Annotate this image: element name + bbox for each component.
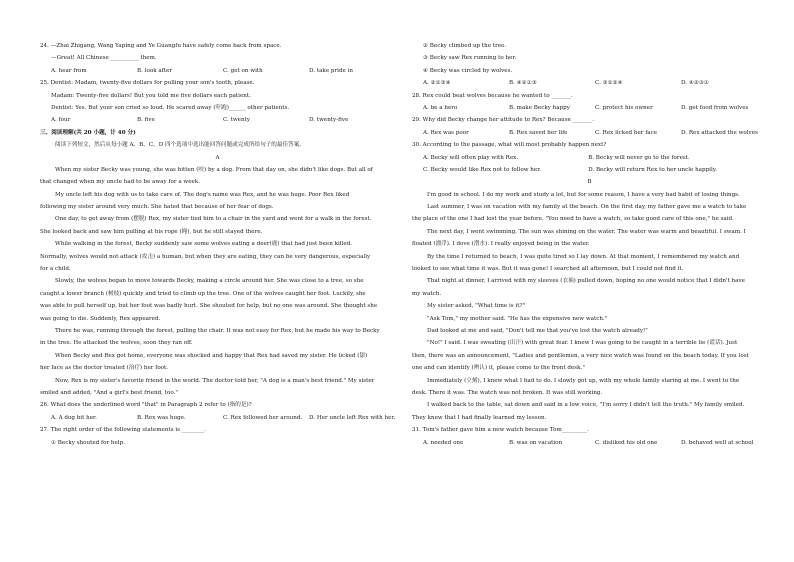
option-a: A. A dog bit her. [51,414,97,421]
passage-a-line: for a child. [40,266,71,273]
passage-a-line: in the tree. He attacked the wolves, soon they ran off. [40,340,193,347]
passage-b-line: My sister asked, "What time is it?" [427,303,526,310]
question-30-options-row-1 [412,152,767,164]
passage-b-line: That night at dinner, I arrived with my sleeves (衣袖) pulled down, hoping no one would notice that I didn't have [427,278,745,285]
option-b: B. five [137,117,155,124]
section-instruction: 阅读下列短文，然后从每小题 A、B、C、D 四个选项中选出能回答问题或完成所给句子的最佳答案。 [55,142,305,149]
option-c: C. Becky would like Rex not to follow her. [423,166,542,173]
passage-b-line: The next day, I went swimming. The sun was shining on the water. The water was warm and beautiful. I swam. I [427,228,746,235]
passage-b-label: B [587,179,592,186]
option-b: B. Becky will never go to the forest. [588,154,690,161]
passage-b-line: then, there was an announcement, "Ladies and gentlemen, a very nice watch was found on the beach today. If you lost [412,352,749,359]
option-a: A. Becky will often play with Rex. [423,154,519,161]
passage-b-line: They knew that I had finally learned my lesson. [412,414,547,421]
question-29-options [412,127,767,139]
passage-b-line: desk. There it was. The watch was not broken. It was still working. [412,389,603,396]
passage-a-label: A [215,154,220,161]
option-d: D. ④②③① [681,80,709,87]
option-d: D. Rex attacked the wolves [681,129,758,136]
option-b: B. Rex was huge. [137,414,186,421]
passage-b-line: the place of the one I had lost the year before. "You need to have a watch, so take good care of this one," he said. [412,216,734,223]
passage-a-line: Slowly, the wolves began to move towards Becky, making a circle around her. She was close to a tree, so she [55,278,364,285]
question-29-stem: 29. Why did Becky change her attitude to Rex? Because _______. [412,117,595,124]
passage-a-line: that changed when my uncle had to be away for a week. [40,179,201,186]
question-27-item-3: ③ Becky saw Rex running to her. [423,55,517,62]
question-25-line-3: Dentist: Yes. But your son cried so loud. He scared away (吓跑)______ other patients. [51,104,290,111]
option-b: B. Rex saved her life [509,129,568,136]
question-27-item-2: ② Becky climbed up the tree. [423,43,507,49]
option-a: A. be a hero [423,104,458,111]
question-25-line-1: 25. Dentist: Madam, twenty-five dollars for pulling your son's tooth, please. [40,80,255,87]
option-a: A. Rex was poor [423,129,469,136]
section-title: 三、阅读理解(共 20 小题，计 40 分) [40,129,136,136]
question-25-options [40,114,395,126]
question-24-options [40,65,395,77]
question-30-stem: 30. According to the passage, what will most probably happen next? [412,142,607,149]
passage-a-line: was going to die. Suddenly, Rex appeared. [40,315,161,322]
question-27-item-4: ④ Becky was circled by wolves. [423,67,513,74]
passage-a-line: She looked back and saw him pulling at his rope (绳), but he still stayed there. [40,228,263,235]
option-c: C. Rex licked her face [595,129,658,136]
passage-a-line: There he was, running through the forest, pulling the chair. It was not easy for Rex, but he made his way to Becky [55,327,380,334]
question-28-stem: 28. Rex could beat wolves because he wanted to _______. [412,92,573,99]
passage-b-line: "Ask Tom," my mother said. "He has the expensive new watch." [427,315,608,322]
passage-b-line: By the time I returned to beach, I was quite tired so I lay down. At that moment, I remembered my watch and [427,253,740,260]
passage-a-line: When Becky and Rex got home, everyone was shocked and happy that Rex had saved my sister. He licked (舔) [55,352,368,359]
passage-a-line: caught a lower branch (树枝) quickly and tried to climb up the tree. One of the wolves caught her foot. Luckily, she [40,290,366,297]
passage-a-line: My uncle left his dog with us to take care of. The dog's name was Rex, and he was huge. Poor Rex liked [55,191,350,198]
option-d: D. twenty-five [309,117,349,124]
passage-a-line: following my sister around very much. She hated that because of her fear of dogs. [40,204,274,211]
left-column [40,40,395,449]
right-column [412,40,767,449]
question-31-options [412,437,767,449]
passage-b-line: Last summer, I was on vacation with my family at the beach. On the first day, my father gave me a watch to take [427,204,747,211]
passage-a-line: smiled and added, "And a girl's best friend, too." [40,389,178,396]
question-27-stem: 27. The right order of the following statements is ________. [40,427,206,434]
option-b: B. ④②①③ [509,80,537,87]
question-28-options [412,102,767,114]
option-c: C. get on with [223,67,263,74]
option-a: A. hear from [51,67,87,74]
option-a: A. needed one [423,439,464,446]
option-a: A. ②①③④ [423,80,451,87]
option-d: D. take pride in [309,67,354,74]
option-b: B. look after [137,67,172,74]
passage-b-line: my watch. [412,290,442,297]
passage-b-line: I'm good in school. I do my work and study a lot, but for some reason, I have a very bad habit of losing things. [427,191,740,198]
option-c: C. disliked his old one [595,439,658,446]
option-c: C. Rex followed her around. [223,414,303,421]
question-31-stem: 31. Tom's father gave him a new watch because Tom_________. [412,427,589,434]
passage-b-line: I walked back to the table, sat down and said in a low voice, "I'm sorry I didn't tell the truth." My family smiled. [427,402,745,409]
passage-b-line: looked to see what time it was. But it was gone! I searched all afternoon, but I could not find it. [412,266,684,273]
option-c: C. protect his owner [595,104,653,111]
option-c: C. ③①②④ [595,80,623,87]
question-27-options [412,77,767,89]
option-d: D. behaved well at school [681,439,754,446]
option-d: D. Her uncle left Rex with her. [309,414,396,421]
option-c: C. twenty [223,117,250,124]
question-26-options [40,412,395,424]
passage-a-line: her face as the doctor treated (治疗) her foot. [40,365,169,372]
passage-a-line: One day, to get away from (摆脱) Rex, my sister tied him to a chair in the yard and went for a walk in the forest. [55,216,372,223]
passage-b-line: Dad looked at me and said, "Don't tell me that you've lost the watch already!" [427,327,648,334]
passage-b-line: "No!" I said. I was sweating (出汗) with great fear. I knew I was going to be caught in a terrible lie (谎话). Just [427,340,738,347]
question-24-reply: —Great! All Chinese __________ them. [51,55,157,62]
option-b: B. make Becky happy [509,104,570,111]
option-d: D. get food from wolves [681,104,749,111]
passage-b-line: Immediately (立刻), I knew what I had to do. I slowly got up, with my whole family staring at me. I went to the [427,377,740,384]
passage-a-line: While walking in the forest, Becky suddenly saw some wolves eating a deer(鹿) that had just been killed. [55,241,353,248]
passage-a-line: Now, Rex is my sister's favorite friend in the world. The doctor told her, "A dog is a man's best friend." My sister [55,377,375,384]
passage-a-line: was able to pull herself up, but her foot was badly hurt. She shouted for help, but no one was around. She thought she [40,303,378,310]
question-25-line-2: Madam: Twenty-five dollars! But you told me five dollars each patient. [51,92,251,99]
passage-b-line: floated (漂浮). I dove (潜水). I really enjoyed being in the water. [412,241,590,248]
question-24-stem: 24. —Zhai Zhigang, Wang Yaping and Ye Guangfu have safely come back from space. [40,43,282,49]
passage-b-line: one and can identify (辨认) it, please come to the front desk." [412,365,585,372]
question-26-stem: 26. What does the underlined word "that" in Paragraph 2 refer to (指的是)? [40,402,252,409]
passage-a-line: Normally, wolves would not attack (攻击) a human, but when they are eating, they can be very dangerous, especially [40,253,371,260]
question-30-options-row-2 [412,164,767,176]
option-d: D. Becky will return Rex to her uncle happily. [588,166,717,173]
option-a: A. four [51,117,71,124]
option-b: B. was on vacation [509,439,563,446]
question-27-item-1: ① Becky shouted for help. [51,439,125,446]
passage-a-line: When my sister Becky was young, she was bitten (咬) by a dog. From that day on, she didn't like dogs. But all of [55,166,373,173]
